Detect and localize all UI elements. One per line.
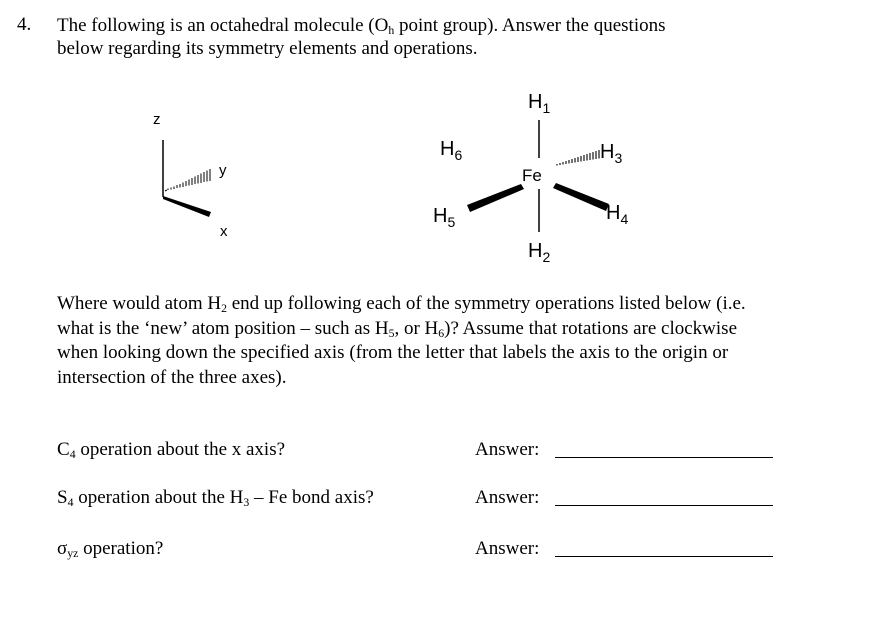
- atom-h6: $H_6$: [440, 138, 463, 163]
- bond-h4-fe: [553, 183, 609, 211]
- operation-row-s4: [57, 487, 797, 513]
- operation-row-sigma-yz: [57, 538, 797, 564]
- x-axis: [163, 196, 211, 217]
- axis-label-x: x: [220, 223, 228, 240]
- atom-h1: $H_1$: [528, 91, 551, 116]
- operation-label: $C_4$ operation about the x axis?: [57, 439, 286, 461]
- bond-h6-fe: [477, 149, 519, 165]
- instructions-paragraph: Where would atom $H_2$ end up following each of the symmetry operations listed below (i.e. what is the ‘new’ atom position – such as $H_5$, or $H_6$)? Assume that rotations are clockwise when looking down the specified axis (from the letter that labels the axis to the origin or intersection of the three axes).: [57, 293, 746, 388]
- atom-h3: $H_3$: [600, 141, 623, 166]
- atom-h2: $H_2$: [528, 240, 551, 265]
- answer-field-c4[interactable]: [555, 457, 773, 458]
- answer-field-sigma-yz[interactable]: [555, 556, 773, 557]
- question-text: The following is an octahedral molecule ($O_h$ point group). Answer the questions below regarding its symmetry elements and operations.: [57, 15, 666, 59]
- atom-fe: Fe: [522, 166, 542, 185]
- axis-label-y: y: [219, 162, 227, 179]
- answer-field-s4[interactable]: [555, 505, 773, 506]
- answer-label: Answer:: [475, 538, 540, 559]
- operation-label: $\sigma_{yz}$ operation?: [57, 538, 164, 560]
- question-number: 4.: [17, 14, 32, 35]
- answer-label: Answer:: [475, 487, 540, 508]
- axis-system: [153, 111, 228, 240]
- y-axis: [165, 169, 210, 191]
- bond-h5-fe: [467, 184, 524, 212]
- atom-h4: $H_4$: [606, 202, 629, 227]
- octahedral-molecule: [433, 91, 628, 265]
- bond-h3-fe: [557, 150, 599, 166]
- answer-label: Answer:: [475, 439, 540, 460]
- operation-row-c4: [57, 439, 797, 465]
- operation-label: $S_4$ operation about the $H_3$ – Fe bond axis?: [57, 487, 374, 509]
- axis-label-z: z: [153, 111, 161, 128]
- atom-h5: $H_5$: [433, 205, 456, 230]
